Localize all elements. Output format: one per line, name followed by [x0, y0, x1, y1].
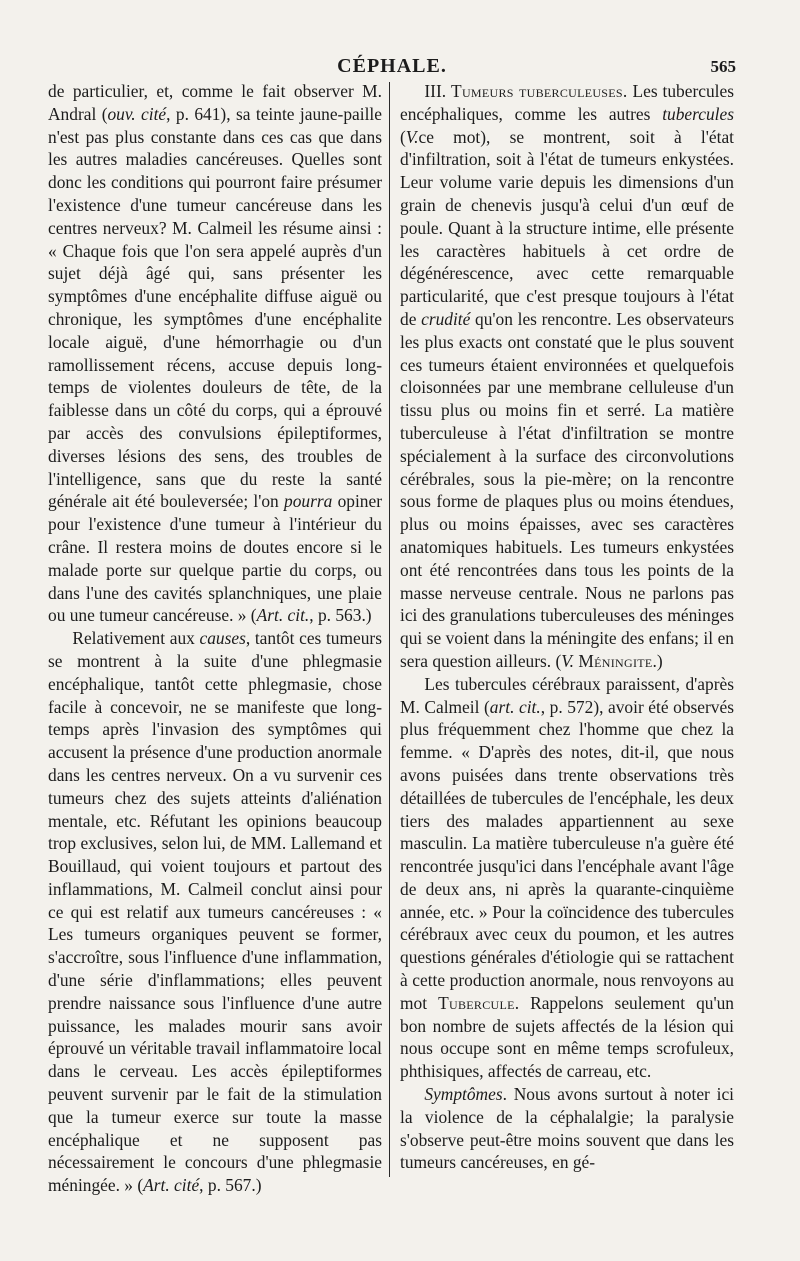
section-heading: Tumeurs tuberculeuses.	[451, 81, 628, 101]
right-column	[400, 80, 734, 1174]
paragraph: Symptômes. Nous avons surtout à noter ici la violence de la céphalalgie; la paralysie s'observe peut-être moins souvent que dans les tumeurs cancéreuses, en gé-	[400, 1084, 734, 1173]
paragraph: Relativement aux causes, tantôt ces tumeurs se montrent à la suite d'une phlegmasie encéphalique, tantôt cette phlegmasie, chose facile à concevoir, ne se manifeste que long-temps après l'invasion des symptômes qui accusent la présence d'une production anormale dans les centres nerveux. On a vu survenir ces tumeurs chez des sujets atteints d'aliénation mentale, etc. Réfutant les opinions beaucoup trop exclusives, selon lui, de MM. Lallemand et Bouillaud, qui voient toujours et partout des inflammations, M. Calmeil conclut ainsi pour ce qui est relatif aux tumeurs cancéreuses : « Les tumeurs organiques peuvent se former, s'accroître, sous l'influence d'une inflammation, d'une série d'inflammations; elles peuvent prendre naissance sous l'influence d'une autre puissance, les malades mourir sans avoir éprouvé un véritable travail inflammatoire local dans le cerveau. Les accès épileptiformes peuvent survenir par le fait de la stimulation que la tumeur exerce sur toute la masse encéphalique et ne supposent pas nécessairement le concours d'une phlegmasie méningée. » (Art. cité, p. 567.)	[48, 628, 382, 1196]
page-number: 565	[710, 57, 736, 76]
left-column	[48, 80, 382, 1197]
paragraph: de particulier, et, comme le fait observer M. Andral (ouv. cité, p. 641), sa teinte jaune-paille n'est pas plus constante dans ces cas que dans les autres maladies cancéreuses. Quelles sont donc les conditions qui pourront faire présumer l'existence d'une tumeur cancéreuse dans les centres nerveux? M. Calmeil les résume ainsi : « Chaque fois que l'on sera appelé auprès d'un sujet déjà âgé qui, sans présenter les symptômes d'une encéphalite diffuse aiguë ou chronique, les symptômes d'une encéphalite locale aiguë, d'une hémorrhagie ou d'un ramollissement récens, accuse depuis long-temps de violentes douleurs de tête, de la faiblesse dans un côté du corps, qui a éprouvé par accès des convulsions épileptiformes, diverses lésions des sens, des troubles de l'intelligence, sans que du reste la santé générale ait été bouleversée; l'on pourra opiner pour l'existence d'une tumeur à l'intérieur du crâne. Il restera moins de doutes encore si le malade porte sur quelque partie du corps, ou dans l'une des cavités splanchniques, une plaie ou une tumeur cancéreuse. » (Art. cit., p. 563.)	[48, 81, 382, 626]
page-title: CÉPHALE.	[337, 55, 447, 77]
column-divider	[389, 82, 390, 1177]
paragraph: Les tubercules cérébraux paraissent, d'après M. Calmeil (art. cit., p. 572), avoir été observés plus fréquemment chez l'homme que chez la femme. « D'après des notes, dit-il, que nous avons puisées dans trente observations très détaillées de tubercules de l'encéphale, les deux tiers des malades appartiennent au sexe masculin. La matière tuberculeuse n'a guère été rencontrée jusqu'ici dans l'encéphale avant l'âge de deux ans, ni après la quarante-cinquième année, etc. » Pour la coïncidence des tubercules cérébraux avec ceux du poumon, et les autres questions générales d'étiologie qui se rattachent à cette production anormale, nous renvoyons au mot Tubercule. Rappelons seulement qu'un bon nombre de sujets affectés de la lésion qui nous occupe sont en même temps scrofuleux, phthisiques, affectés de carreau, etc.	[400, 673, 734, 1082]
paragraph: III. Tumeurs tuberculeuses. Les tubercules encéphaliques, comme les autres tubercules (V.ce mot), se montrent, soit à l'état d'infiltration, soit à l'état de tumeurs enkystées. Leur volume varie depuis les dimensions d'un grain de chenevis jusqu'à celui d'un œuf de poule. Quant à la structure intime, elle présente les caractères habituels à cet ordre de dégénérescence, avec cette remarquable particularité, que c'est presque toujours à l'état de crudité qu'on les rencontre. Les observateurs les plus exacts ont constaté que le plus souvent ces tumeurs étaient environnées et quelquefois cloisonnées par une membrane celluleuse d'un tissu plus ou moins fin et serré. La matière tuberculeuse à l'état d'infiltration se montre spécialement à la surface des circonvolutions cérébrales, sous la pie-mère; on la rencontre sous forme de plaques plus ou moins étendues, plus ou moins épaisses, avec ses caractères anatomiques habituels. Les tumeurs enkystées ont été rencontrées dans tous les points de la masse nerveuse centrale. Nous ne parlons pas ici des granulations tuberculeuses des méninges qui se voient dans la méningite des enfans; il en sera question ailleurs. (V. Méningite.)	[400, 81, 734, 671]
